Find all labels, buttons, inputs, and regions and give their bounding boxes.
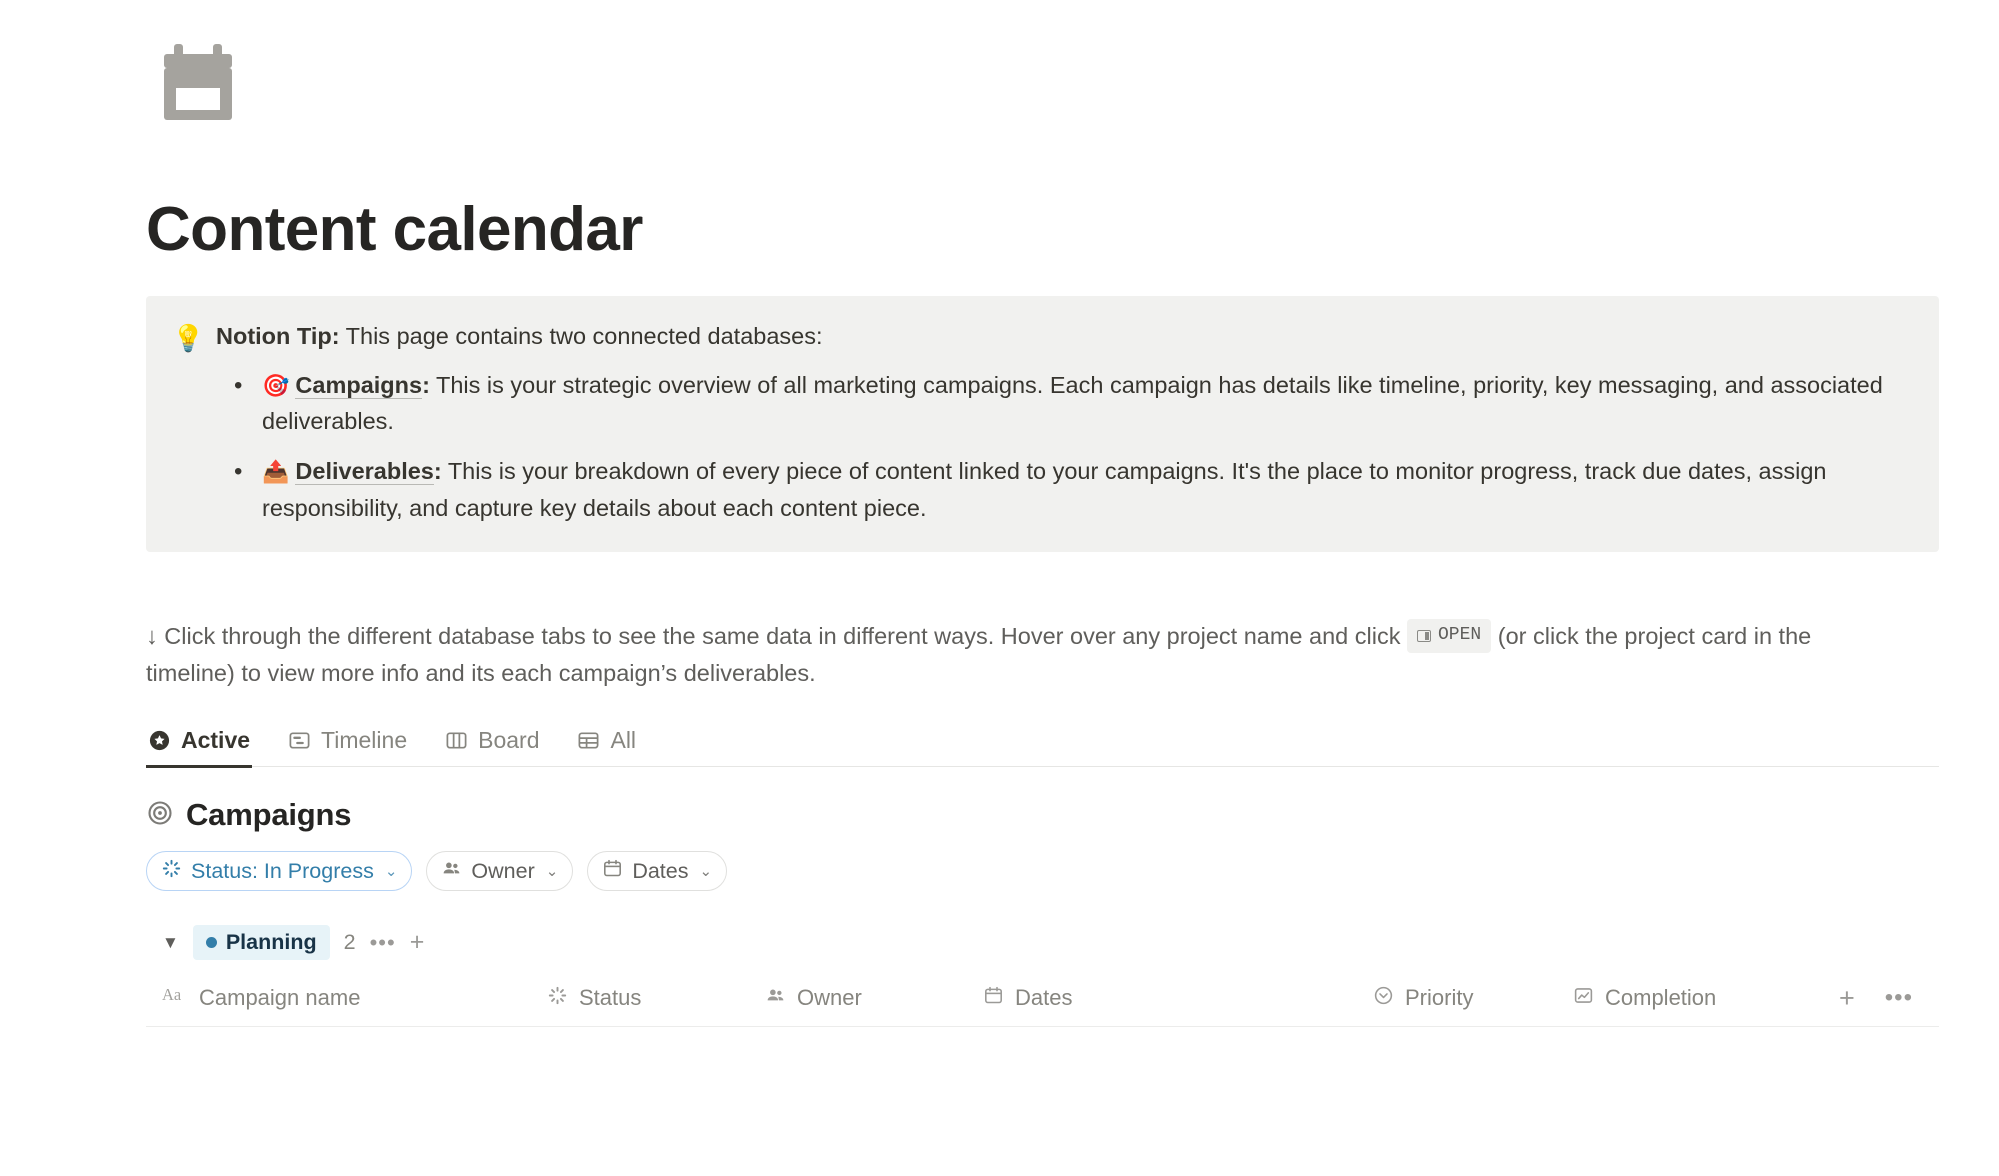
people-icon [765, 985, 786, 1012]
tab-all[interactable] [575, 725, 638, 766]
callout-item-colon: : [422, 371, 430, 398]
filter-label: Dates [632, 858, 689, 883]
column-status[interactable] [547, 985, 765, 1012]
calendar-icon[interactable] [146, 36, 250, 140]
chevron-down-icon: ⌄ [384, 863, 398, 881]
open-chip[interactable] [1407, 619, 1491, 653]
add-column-icon[interactable]: + [1839, 982, 1855, 1013]
status-dot-icon [206, 937, 217, 948]
group-header [146, 925, 1939, 960]
open-peek-icon [1417, 630, 1431, 642]
status-label: Planning [225, 930, 317, 955]
group-more-icon[interactable]: ••• [369, 929, 396, 955]
callout-block [146, 296, 1939, 552]
column-completion[interactable] [1573, 985, 1716, 1012]
status-badge[interactable] [193, 925, 330, 960]
column-label: Campaign name [199, 985, 361, 1011]
text-aa-icon [162, 984, 188, 1012]
status-spinner-icon [547, 985, 568, 1012]
callout-list [216, 367, 1913, 527]
group-add-icon[interactable]: + [409, 928, 425, 957]
hint-part-1: ↓ Click through the different database tabs to see the same data in different ways. Hover over any project name and click [146, 623, 1401, 650]
column-actions [1839, 982, 1939, 1013]
column-dates[interactable] [983, 985, 1373, 1012]
tab-timeline[interactable] [286, 725, 409, 766]
callout-lead-text: This page contains two connected databases: [339, 323, 823, 350]
tab-label: Active [181, 727, 251, 754]
database-title: Campaigns [186, 797, 352, 833]
target-icon [146, 799, 174, 832]
page-content [146, 36, 1939, 1027]
column-more-icon[interactable]: ••• [1884, 984, 1913, 1012]
filter-label: Owner [471, 858, 535, 883]
outbox-icon: 📤 [262, 459, 290, 485]
column-campaign-name[interactable] [162, 984, 547, 1012]
list-item [262, 453, 1913, 526]
column-label: Completion [1605, 985, 1717, 1011]
table-icon [577, 729, 600, 752]
tab-board[interactable] [443, 725, 541, 766]
people-icon [441, 858, 462, 885]
timeline-icon [288, 729, 311, 752]
database-header [146, 797, 1939, 833]
tab-label: Timeline [321, 727, 408, 754]
target-icon: 🎯 [262, 372, 290, 398]
list-item [262, 367, 1913, 440]
status-spinner-icon [161, 858, 182, 885]
column-label: Status [579, 985, 642, 1011]
filter-dates[interactable] [587, 851, 727, 891]
filter-status[interactable] [146, 851, 412, 891]
callout-lead-bold: Notion Tip: [216, 323, 340, 350]
column-priority[interactable] [1373, 985, 1573, 1012]
notion-page [0, 36, 1999, 1176]
filter-bar [146, 851, 1939, 891]
collapse-caret-icon[interactable]: ▼ [162, 932, 179, 952]
callout-lead [216, 318, 1913, 354]
calendar-small-icon [983, 985, 1004, 1012]
board-icon [445, 729, 468, 752]
star-circle-icon [148, 729, 171, 752]
tab-label: All [610, 727, 637, 754]
rollup-icon [1573, 985, 1594, 1012]
lightbulb-icon: 💡 [172, 323, 205, 354]
page-title: Content calendar [146, 195, 643, 264]
column-label: Priority [1405, 985, 1474, 1011]
column-owner[interactable] [765, 985, 983, 1012]
campaigns-link[interactable]: Campaigns [295, 371, 423, 398]
calendar-small-icon [602, 858, 623, 885]
deliverables-link[interactable]: Deliverables [295, 458, 434, 485]
chevron-down-icon: ⌄ [545, 863, 559, 881]
tab-active[interactable] [146, 725, 252, 766]
callout-item-text: This is your breakdown of every piece of content linked to your campaigns. It's the place to monitor progress, track due dates, assign responsibility, and capture key details about each content piece. [262, 458, 1827, 521]
open-chip-label: OPEN [1438, 625, 1482, 646]
filter-label: Status: In Progress [191, 858, 374, 883]
hint-text [146, 618, 1906, 691]
group-count: 2 [343, 930, 356, 955]
select-down-icon [1373, 985, 1394, 1012]
column-label: Owner [797, 985, 862, 1011]
callout-item-colon: : [433, 458, 442, 485]
callout-item-text: This is your strategic overview of all marketing campaigns. Each campaign has details like timeline, priority, key messaging, and associated deliverables. [262, 371, 1883, 435]
database-tabs [146, 725, 1939, 767]
chevron-down-icon: ⌄ [699, 863, 713, 881]
filter-owner[interactable] [426, 851, 573, 891]
tab-label: Board [478, 727, 540, 754]
svg-text:Aa: Aa [162, 985, 182, 1005]
hint-part-2: (or click the project card in the timeline) to view more info and its each campaign’s deliverables. [146, 623, 1812, 687]
table-header-row [146, 984, 1939, 1027]
column-label: Dates [1015, 985, 1073, 1011]
